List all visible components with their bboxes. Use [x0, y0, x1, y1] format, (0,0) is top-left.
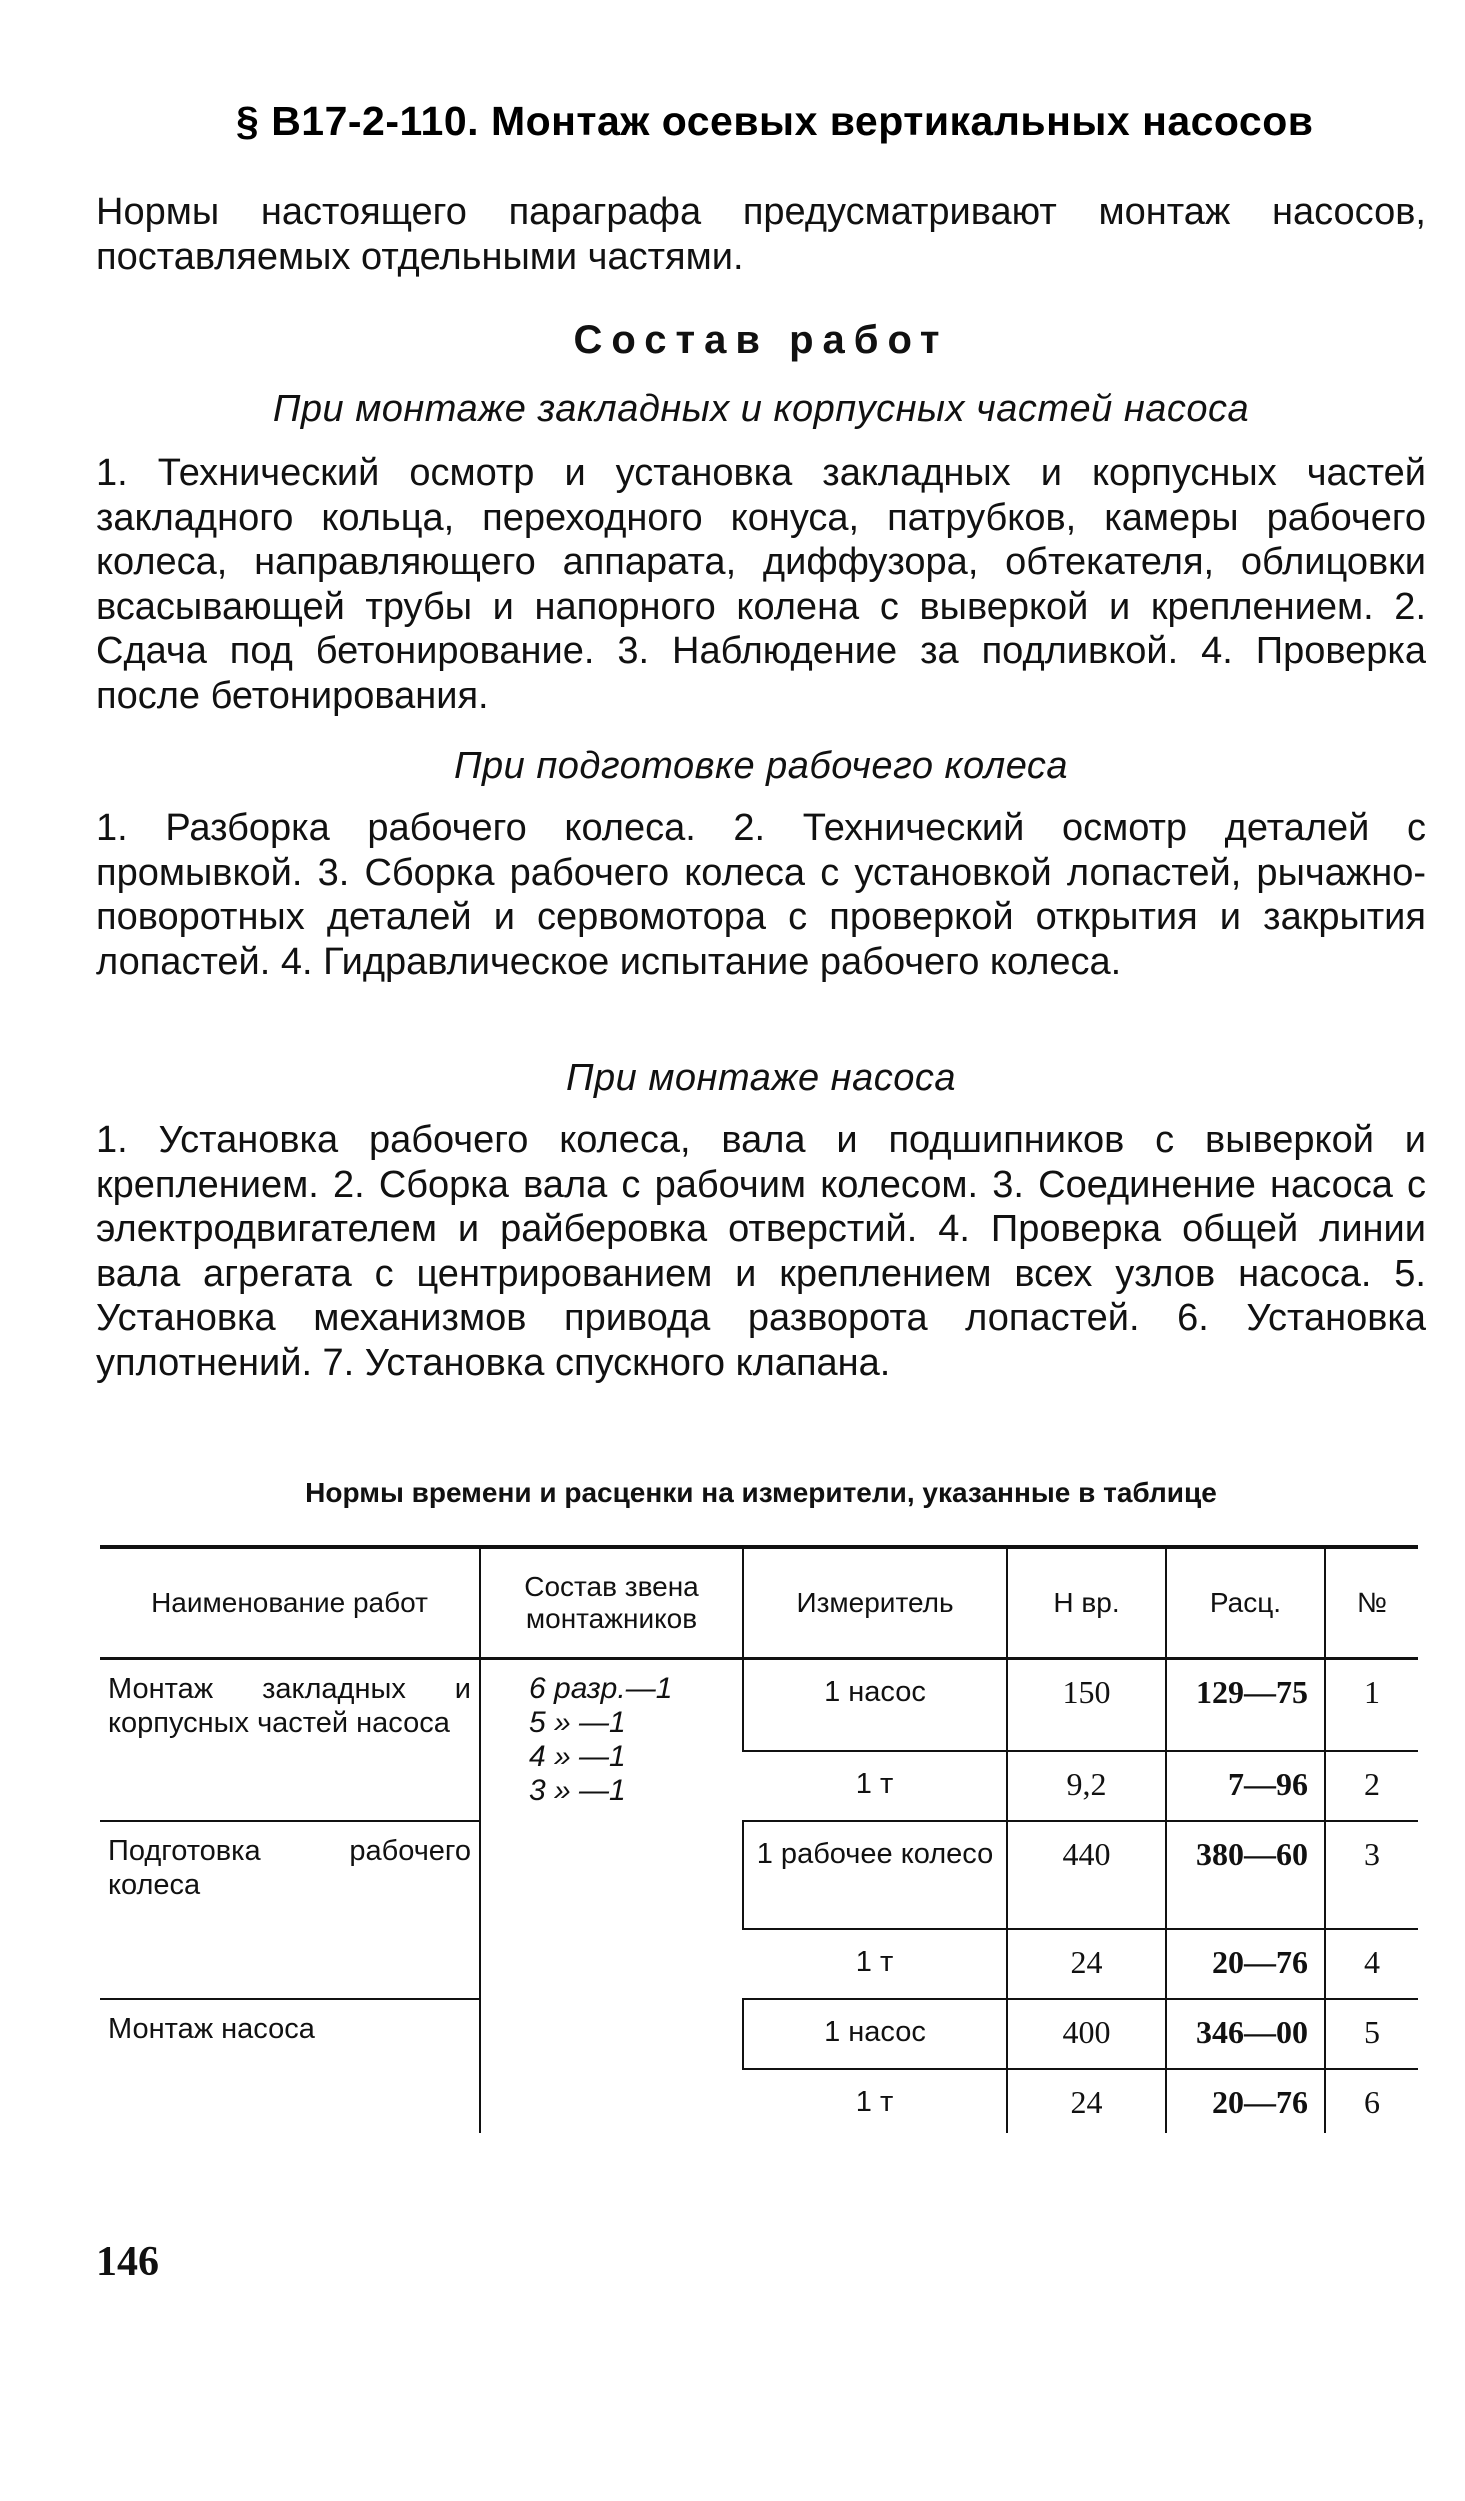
measure-cell: 1 т: [743, 1751, 1007, 1821]
rate-cell: 20—76: [1166, 1929, 1325, 1999]
header-norm: Н вр.: [1007, 1547, 1166, 1659]
norm-cell: 400: [1007, 1999, 1166, 2069]
crew-line: 3 » —1: [529, 1774, 626, 1807]
measure-cell: 1 т: [743, 1929, 1007, 1999]
norm-cell: 24: [1007, 1929, 1166, 1999]
number-cell: 5: [1325, 1999, 1418, 2069]
work-cell: Подготовка рабочего колеса: [100, 1821, 480, 1999]
paragraph-impeller-prep: 1. Разборка рабочего колеса. 2. Технический осмотр деталей с промывкой. 3. Сборка рабочего колеса с установкой лопастей, рычажно-поворотных деталей и сервомотора с проверкой открытия и закрытия лопастей. 4. Гидравлическое испытание рабочего колеса.: [96, 807, 1426, 983]
rate-cell: 20—76: [1166, 2069, 1325, 2133]
rate-cell: 380—60: [1166, 1821, 1325, 1929]
norms-table: [100, 1545, 1418, 2133]
page-number: 146: [96, 2239, 159, 2285]
header-crew: Состав звена монтажников: [480, 1547, 743, 1659]
crew-line: 6 разр.—1: [529, 1672, 673, 1705]
rate-cell: 129—75: [1166, 1659, 1325, 1751]
norm-cell: 440: [1007, 1821, 1166, 1929]
number-cell: 6: [1325, 2069, 1418, 2133]
table-row: [100, 1999, 1418, 2069]
crew-line: 4 » —1: [529, 1740, 626, 1773]
norm-cell: 24: [1007, 2069, 1166, 2133]
subheading-impeller-prep: При подготовке рабочего колеса: [453, 745, 1069, 787]
number-cell: 2: [1325, 1751, 1418, 1821]
measure-cell: 1 т: [855, 2085, 894, 2118]
crew-line: 5 » —1: [529, 1706, 626, 1739]
norm-cell: 150: [1007, 1659, 1166, 1751]
header-number: №: [1325, 1547, 1418, 1659]
header-work: Наименование работ: [100, 1547, 480, 1659]
crew-cell: [480, 1659, 743, 2133]
norm-cell: 9,2: [1007, 1751, 1166, 1821]
table-caption: Нормы времени и расценки на измерители, указанные в таблице: [305, 1477, 1217, 1508]
composition-heading: Состав работ: [573, 318, 949, 362]
measure-cell: 1 насос: [743, 1659, 1007, 1751]
number-cell: 3: [1325, 1821, 1418, 1929]
paragraph-pump-installation: 1. Установка рабочего колеса, вала и подшипников с выверкой и креплением. 2. Сборка вала с рабочим колесом. 3. Соединение насоса с электродвигателем и райберовка отверстий. 4. Проверка общей линии вала агрегата с центрированием и креплением всех узлов насоса. 5. Установка механизмов привода разворота лопастей. 6. Установка уплотнений. 7. Установка спускного клапана.: [96, 1119, 1426, 1384]
number-cell: 1: [1325, 1659, 1418, 1751]
header-rate: Расц.: [1166, 1547, 1325, 1659]
number-cell: 4: [1325, 1929, 1418, 1999]
table-header-row: [100, 1547, 1418, 1659]
subheading-embedded-parts: При монтаже закладных и корпусных частей насоса: [272, 388, 1250, 430]
paragraph-embedded-parts: 1. Технический осмотр и установка закладных и корпусных частей закладного кольца, переходного конуса, патрубков, камеры рабочего колеса, направляющего аппарата, диффузора, обтекателя, облицовки всасывающей трубы и напорного колена с выверкой и креплением. 2. Сдача под бетонирование. 3. Наблюдение за подливкой. 4. Проверка после бетонирования.: [96, 452, 1426, 717]
table-row: [100, 1821, 1418, 1929]
subheading-pump-installation: При монтаже насоса: [566, 1057, 956, 1099]
header-measure: Измеритель: [743, 1547, 1007, 1659]
table-row: [100, 1659, 1418, 1751]
work-cell: Монтаж закладных и корпусных частей насоса: [100, 1659, 480, 1821]
measure-cell: 1 насос: [743, 1999, 1007, 2069]
rate-cell: 7—96: [1166, 1751, 1325, 1821]
intro-paragraph: Нормы настоящего параграфа предусматривают монтаж насосов, поставляемых отдельными частями.: [96, 191, 1426, 278]
work-cell: Монтаж насоса: [108, 2012, 315, 2045]
rate-cell: 346—00: [1166, 1999, 1325, 2069]
section-title: § В17-2-110. Монтаж осевых вертикальных насосов: [236, 98, 1314, 144]
measure-cell: 1 рабочее колесо: [743, 1821, 1007, 1929]
